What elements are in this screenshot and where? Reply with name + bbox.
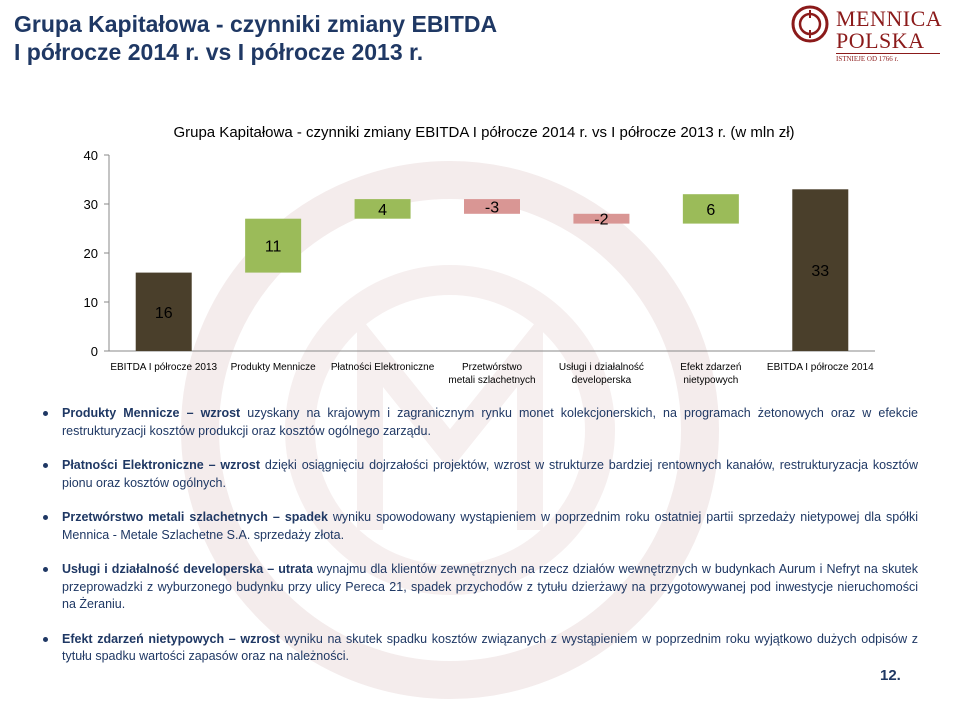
x-tick-label bbox=[110, 362, 217, 373]
x-tick-label bbox=[231, 362, 316, 373]
x-axis-labels bbox=[110, 362, 874, 386]
commentary-item bbox=[40, 405, 918, 440]
y-tick-label: 10 bbox=[83, 295, 98, 310]
bar-value-label: 6 bbox=[706, 201, 716, 219]
commentary-item bbox=[40, 457, 918, 492]
x-tick-label bbox=[680, 362, 741, 386]
commentary-item-text: wyniku spowodowany wystąpieniem w poprzednim roku ostatniej partii sprzedaży nietypowej dla spółki Mennica - Metale Szlachetne S.A. sprzedaży złota. bbox=[62, 510, 918, 542]
x-tick-label-line: EBITDA I półrocze 2013 bbox=[110, 362, 218, 373]
x-tick-label bbox=[559, 362, 644, 386]
y-tick-label: 0 bbox=[90, 344, 98, 359]
x-tick-label bbox=[448, 362, 535, 386]
commentary-item-heading: Usługi i działalność developerska – utrata bbox=[62, 562, 313, 576]
y-tick-label: 20 bbox=[83, 246, 98, 261]
page-title-line1: Grupa Kapitałowa - czynniki zmiany EBITDA bbox=[14, 11, 498, 37]
bar-value-label: 11 bbox=[264, 238, 282, 256]
bar-value-label: 16 bbox=[154, 304, 173, 322]
commentary-list bbox=[40, 405, 918, 683]
x-tick-label-line: EBITDA I półrocze 2014 bbox=[766, 362, 874, 373]
x-tick-label-line: nietypowych bbox=[683, 375, 739, 386]
bar-value-label: -2 bbox=[594, 211, 609, 229]
commentary-item bbox=[40, 509, 918, 544]
chart-title: Grupa Kapitałowa - czynniki zmiany EBITDA I półrocze 2014 r. vs I półrocze 2013 r. (w mln zł) bbox=[173, 124, 795, 141]
x-tick-label-line: Płatności Elektroniczne bbox=[330, 362, 435, 373]
logo-text-polska: POLSKA bbox=[836, 28, 925, 53]
x-tick-label-line: metali szlachetnych bbox=[448, 375, 536, 386]
x-tick-label-line: Produkty Mennicze bbox=[230, 362, 316, 373]
page-title-line2: I półrocze 2014 r. vs I półrocze 2013 r. bbox=[14, 39, 424, 65]
logo-since: ISTNIEJE OD 1766 r. bbox=[836, 55, 899, 63]
commentary-item-heading: Przetwórstwo metali szlachetnych – spadek bbox=[62, 510, 328, 524]
y-tick-label: 40 bbox=[83, 148, 98, 163]
commentary-item-heading: Efekt zdarzeń nietypowych – wzrost bbox=[62, 631, 280, 646]
commentary-item-heading: Produkty Mennicze – wzrost bbox=[62, 406, 241, 420]
logo-text-mennica: MENNICA bbox=[836, 6, 943, 31]
commentary-item-text: wynajmu dla klientów zewnętrznych na rzecz działów wewnętrznych w budynkach Aurum i Nefryt na skutek przeprowadzki z wyburzonego budynku przy ulicy Pereca 21, spadek przychodów z tytułu dzierżawy na przygotowywanej pod inwestycje nieruchomości na Żeraniu. bbox=[62, 562, 918, 611]
page-number: 12. bbox=[880, 667, 901, 684]
x-tick-label bbox=[331, 362, 435, 373]
y-axis bbox=[84, 148, 875, 359]
commentary-item-text: wyniku na skutek spadku kosztów związanych z wystąpieniem w poprzednim roku wyjątkowo dużych odpisów z tytułu spadku wartości zapasów oraz na należności. bbox=[62, 631, 918, 663]
x-tick-label-line: Efekt zdarzeń bbox=[680, 362, 742, 373]
commentary-item-text: dzięki osiągnięciu dojrzałości projektów, wzrost w strukturze bardziej rentownych kanałów, restrukturyzacja kosztów pionu oraz kosztów ogólnych. bbox=[62, 458, 918, 490]
commentary-item bbox=[40, 561, 918, 614]
bar-value-label: 33 bbox=[811, 263, 830, 281]
bar-value-label: -3 bbox=[484, 199, 500, 217]
commentary-item-heading: Płatności Elektroniczne – wzrost bbox=[62, 458, 260, 472]
commentary-item-text: uzyskany na krajowym i zagranicznym rynku monet kolekcjonerskich, na programach żetonowych oraz w efekcie restrukturyzacji kosztów produkcji oraz kosztów ogólnego zarządu. bbox=[62, 406, 918, 438]
commentary-item bbox=[40, 631, 918, 666]
x-tick-label-line: Przetwórstwo bbox=[461, 362, 523, 373]
x-tick-label-line: Usługi i działalność bbox=[558, 362, 644, 373]
x-tick-label bbox=[767, 362, 874, 373]
x-tick-label-line: developerska bbox=[571, 375, 632, 386]
y-tick-label: 30 bbox=[83, 197, 98, 212]
bar-value-label: 4 bbox=[378, 201, 388, 219]
